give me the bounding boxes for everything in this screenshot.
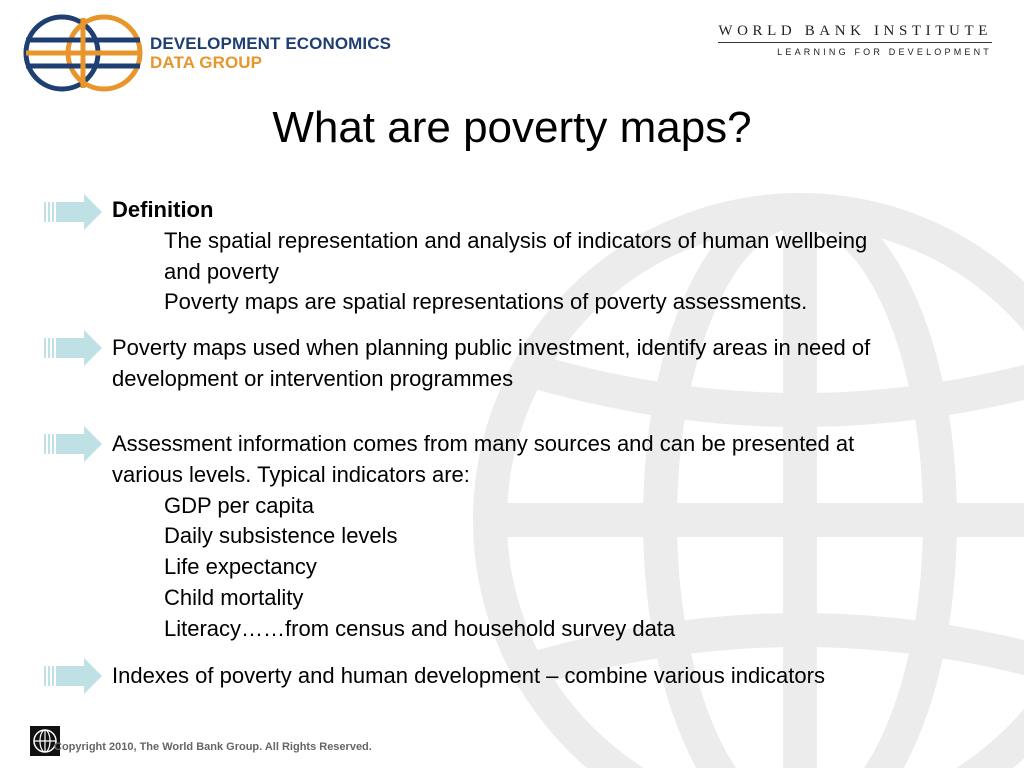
bullet-text bbox=[112, 429, 1012, 645]
dec-logo-text bbox=[150, 34, 391, 72]
definition-line: The spatial representation and analysis of indicators of human wellbeing bbox=[164, 227, 868, 253]
bullet-line: Poverty maps used when planning public investment, identify areas in need of bbox=[112, 335, 871, 360]
indicator-item: Literacy……from census and household survey data bbox=[164, 615, 676, 641]
bullet-line: Indexes of poverty and human development – combine various indicators bbox=[112, 663, 825, 688]
globe-rings-logo bbox=[22, 12, 148, 94]
definition-line: Poverty maps are spatial representations of poverty assessments. bbox=[164, 289, 808, 315]
arrow-right-icon bbox=[44, 424, 102, 466]
wbi-title: WORLD BANK INSTITUTE bbox=[718, 23, 992, 39]
arrow-right-icon bbox=[44, 328, 102, 370]
logo-line-2: DATA GROUP bbox=[150, 53, 263, 72]
bullet-text bbox=[112, 195, 1012, 318]
bullet-text bbox=[112, 661, 1012, 692]
indicator-item: GDP per capita bbox=[164, 492, 315, 518]
arrow-right-icon bbox=[44, 192, 102, 234]
indicator-item: Daily subsistence levels bbox=[164, 523, 398, 549]
logo-line-1: DEVELOPMENT ECONOMICS bbox=[150, 34, 392, 53]
indicator-item: Life expectancy bbox=[164, 554, 317, 580]
definition-line: and poverty bbox=[164, 258, 279, 284]
bullet-line: various levels. Typical indicators are: bbox=[112, 461, 470, 487]
wbi-divider bbox=[718, 42, 992, 43]
arrow-right-icon bbox=[44, 656, 102, 698]
indicator-item: Child mortality bbox=[164, 584, 304, 610]
bullet-text bbox=[112, 333, 1012, 395]
copyright-text: Copyright 2010, The World Bank Group. All Rights Reserved. bbox=[54, 741, 372, 753]
wbi-logo bbox=[718, 22, 992, 58]
bullet-line: development or intervention programmes bbox=[112, 365, 514, 391]
bullet-heading: Definition bbox=[112, 197, 214, 222]
slide-title: What are poverty maps? bbox=[272, 103, 752, 152]
wbi-subtitle: LEARNING FOR DEVELOPMENT bbox=[777, 47, 992, 57]
bullet-line: Assessment information comes from many sources and can be presented at bbox=[112, 431, 855, 456]
